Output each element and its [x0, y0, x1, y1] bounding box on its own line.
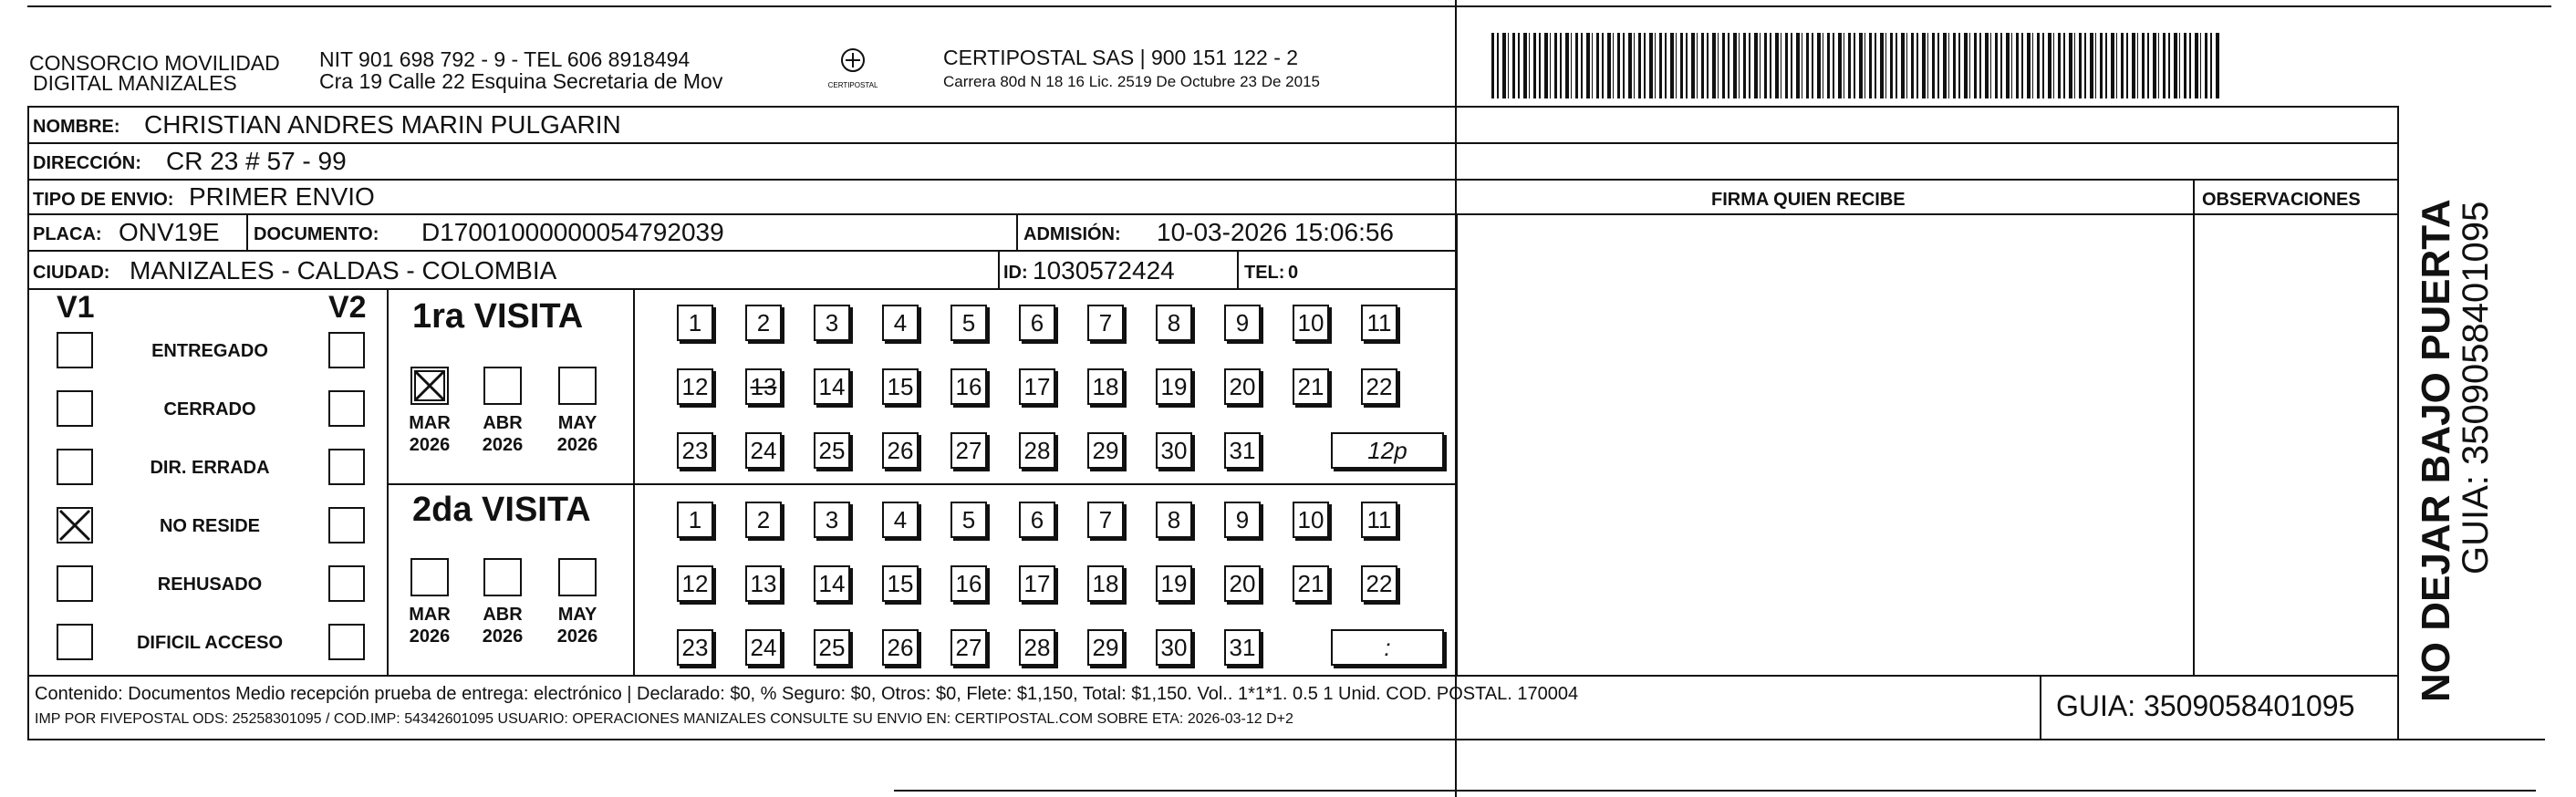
visit2-day-box[interactable]: 16 [950, 565, 987, 602]
visit1-day-box[interactable]: 24 [745, 432, 782, 469]
v2-checkbox[interactable] [328, 449, 365, 485]
visit1-day-box[interactable]: 3 [814, 305, 850, 341]
company-name: CONSORCIO MOVILIDAD [29, 51, 280, 75]
visit1-day-box[interactable]: 10 [1293, 305, 1329, 341]
status-label: NO RESIDE [159, 516, 261, 536]
row-direccion [29, 144, 2397, 181]
visit1-day-box[interactable]: 29 [1087, 432, 1124, 469]
sender-address: Cra 19 Calle 22 Esquina Secretaria de Mov [319, 69, 723, 93]
visit1-month-year: 2026 [556, 435, 598, 455]
visit2-day-box[interactable]: 8 [1156, 502, 1192, 538]
ciudad-value: MANIZALES - CALDAS - COLOMBIA [130, 256, 557, 285]
visit2-day-box[interactable]: 24 [745, 629, 782, 666]
nombre-label: NOMBRE: [33, 117, 120, 137]
row-placa [29, 215, 1456, 252]
barcode [1491, 33, 2221, 98]
visit1-title: 1ra VISITA [412, 297, 584, 336]
visit1-day-box[interactable]: 6 [1019, 305, 1055, 341]
status-label: DIFICIL ACCESO [136, 633, 283, 653]
tel-label: TEL: [1244, 263, 1285, 283]
top-rule [27, 5, 1455, 7]
firma-column-header [1456, 181, 2195, 215]
admision-label: ADMISIÓN: [1023, 224, 1121, 244]
visit1-day-box[interactable]: 4 [882, 305, 919, 341]
divider [998, 252, 1000, 288]
visit2-day-box[interactable]: 5 [950, 502, 987, 538]
direccion-label: DIRECCIÓN: [33, 153, 141, 173]
tipo-value: PRIMER ENVIO [189, 182, 375, 211]
footer-rule [29, 675, 2397, 677]
no-dejar-warning: NO DEJAR BAJO PUERTA [2414, 199, 2458, 702]
ciudad-label: CIUDAD: [33, 263, 110, 283]
visit1-day-box[interactable]: 1 [677, 305, 713, 341]
visit2-day-box[interactable]: 21 [1293, 565, 1329, 602]
observaciones-label: OBSERVACIONES [2202, 190, 2361, 210]
documento-label: DOCUMENTO: [254, 224, 379, 244]
v1-checkbox[interactable] [57, 507, 93, 543]
visit2-title: 2da VISITA [412, 491, 591, 529]
row-nombre [29, 108, 2397, 144]
v1-checkbox[interactable] [57, 390, 93, 427]
certipostal-logo [826, 42, 880, 97]
visit2-day-box[interactable]: 4 [882, 502, 919, 538]
visit1-month-year: 2026 [482, 435, 524, 455]
firma-label: FIRMA QUIEN RECIBE [1711, 190, 1906, 210]
visit1-day-box[interactable]: 25 [814, 432, 850, 469]
footer-contents: Contenido: Documentos Medio recepción prueba de entrega: electrónico | Declarado: $0, % Seguro: $0, Otros: $0, Flete: $1,150, Total: $1,150. Vol.. 1*1*1. 0.5 1 Unid. COD. POSTAL. 170004 [35, 684, 1579, 704]
firma-divider [1456, 215, 1458, 675]
visit1-day-box[interactable]: 26 [882, 432, 919, 469]
visit2-day-box[interactable]: 23 [677, 629, 713, 666]
visit1-day-box[interactable]: 5 [950, 305, 987, 341]
visit1-day-box[interactable]: 14 [814, 368, 850, 405]
visit1-day-box[interactable]: 27 [950, 432, 987, 469]
visit1-day-box[interactable]: 7 [1087, 305, 1124, 341]
side-guia: GUIA: 3509058401095 [2456, 201, 2496, 574]
visit1-day-box[interactable]: 11 [1361, 305, 1397, 341]
documento-value: D17001000000054792039 [421, 218, 724, 246]
visit1-day-box[interactable]: 8 [1156, 305, 1192, 341]
visit1-day-box[interactable]: 17 [1019, 368, 1055, 405]
footer-divider [2040, 677, 2041, 739]
v1-header: V1 [57, 290, 95, 325]
visit2-day-box[interactable]: 6 [1019, 502, 1055, 538]
visit1-day-box[interactable]: 19 [1156, 368, 1192, 405]
visit2-month-label: ABR [483, 605, 523, 625]
id-value: 1030572424 [1033, 256, 1175, 285]
visit2-day-box[interactable]: 30 [1156, 629, 1192, 666]
visit1-day-box[interactable]: 22 [1361, 368, 1397, 405]
visit2-day-box[interactable]: 11 [1361, 502, 1397, 538]
visit2-day-box[interactable]: 15 [882, 565, 919, 602]
visit2-time-box[interactable]: : [1331, 629, 1444, 666]
courier-name: CERTIPOSTAL SAS | 900 151 122 - 2 [943, 46, 1299, 69]
visit2-day-box[interactable]: 31 [1224, 629, 1261, 666]
v1-checkbox[interactable] [57, 624, 93, 660]
visit1-day-box[interactable]: 15 [882, 368, 919, 405]
obs-divider [2193, 215, 2195, 675]
visit1-day-box[interactable]: 23 [677, 432, 713, 469]
visit1-day-box[interactable]: 30 [1156, 432, 1192, 469]
visit2-day-box[interactable]: 25 [814, 629, 850, 666]
visit1-day-box[interactable]: 12 [677, 368, 713, 405]
visit2-month-box[interactable] [558, 558, 597, 596]
visit1-day-box[interactable]: 31 [1224, 432, 1261, 469]
visit2-day-box[interactable]: 9 [1224, 502, 1261, 538]
v2-checkbox[interactable] [328, 624, 365, 660]
visit2-day-box[interactable]: 14 [814, 565, 850, 602]
visit2-day-box[interactable]: 2 [745, 502, 782, 538]
nombre-value: CHRISTIAN ANDRES MARIN PULGARIN [144, 110, 621, 139]
visit2-day-box[interactable]: 7 [1087, 502, 1124, 538]
svg-text:CERTIPOSTAL: CERTIPOSTAL [827, 81, 878, 89]
visit2-month-label: MAR [409, 605, 451, 625]
visit1-day-box[interactable]: 20 [1224, 368, 1261, 405]
courier-address: Carrera 80d N 18 16 Lic. 2519 De Octubre 23 De 2015 [943, 73, 1320, 90]
visit1-month-box[interactable] [410, 367, 449, 405]
visit1-month-box[interactable] [483, 367, 522, 405]
top-rule-right [1457, 5, 2551, 7]
visit2-day-box[interactable]: 3 [814, 502, 850, 538]
visit1-month-box[interactable] [558, 367, 597, 405]
v2-header: V2 [328, 290, 367, 325]
visit1-day-box[interactable]: 18 [1087, 368, 1124, 405]
visit2-month-box[interactable] [410, 558, 449, 596]
row-ciudad [29, 252, 1456, 290]
visit2-month-year: 2026 [482, 626, 524, 647]
visit1-day-box[interactable]: 13 [745, 368, 782, 405]
visit1-time-box[interactable]: 12p [1331, 432, 1444, 469]
visit2-day-box[interactable]: 27 [950, 629, 987, 666]
footer-print-info: IMP POR FIVEPOSTAL ODS: 25258301095 / COD.IMP: 54342601095 USUARIO: OPERACIONES MANIZALES CONSULTE SU ENVIO EN: CERTIPOSTAL.COM SOBRE ETA: 2026-03-12 D+2 [35, 711, 1293, 727]
v2-checkbox[interactable] [328, 390, 365, 427]
v1-checkbox[interactable] [57, 565, 93, 602]
tipo-label: TIPO DE ENVIO: [33, 190, 174, 210]
visit2-day-box[interactable]: 12 [677, 565, 713, 602]
visit2-day-box[interactable]: 26 [882, 629, 919, 666]
visit2-month-year: 2026 [409, 626, 451, 647]
visit2-month-box[interactable] [483, 558, 522, 596]
visit1-day-box[interactable]: 16 [950, 368, 987, 405]
placa-label: PLACA: [33, 224, 102, 244]
visit2-day-box[interactable]: 10 [1293, 502, 1329, 538]
visit2-day-box[interactable]: 13 [745, 565, 782, 602]
divider [1237, 252, 1239, 288]
visit-divider [633, 290, 635, 675]
id-label: ID: [1003, 263, 1028, 283]
visit2-day-box[interactable]: 29 [1087, 629, 1124, 666]
status-label: DIR. ERRADA [150, 458, 270, 478]
visit2-month-year: 2026 [556, 626, 598, 647]
v1-checkbox[interactable] [57, 332, 93, 368]
visit1-day-box[interactable]: 28 [1019, 432, 1055, 469]
divider [1016, 215, 1018, 250]
visit1-month-label: MAY [557, 413, 597, 433]
visit1-day-box[interactable]: 21 [1293, 368, 1329, 405]
footer-guia: GUIA: 3509058401095 [2056, 689, 2355, 722]
cut-rule [894, 790, 2536, 792]
company-name-line2: DIGITAL MANIZALES [33, 71, 237, 95]
admision-value: 10-03-2026 15:06:56 [1157, 218, 1394, 246]
tel-value: 0 [1288, 263, 1299, 283]
v1-checkbox[interactable] [57, 449, 93, 485]
v2-checkbox[interactable] [328, 565, 365, 602]
visit2-month-label: MAY [557, 605, 597, 625]
visit1-month-label: MAR [409, 413, 451, 433]
visit2-day-box[interactable]: 17 [1019, 565, 1055, 602]
visit2-day-box[interactable]: 20 [1224, 565, 1261, 602]
direccion-value: CR 23 # 57 - 99 [166, 147, 347, 175]
visit1-month-label: ABR [483, 413, 523, 433]
visit1-day-box[interactable]: 9 [1224, 305, 1261, 341]
status-label: ENTREGADO [151, 341, 268, 361]
divider [246, 215, 248, 250]
visit2-day-box[interactable]: 1 [677, 502, 713, 538]
v2-checkbox[interactable] [328, 507, 365, 543]
placa-value: ONV19E [119, 218, 220, 246]
visit2-day-box[interactable]: 28 [1019, 629, 1055, 666]
visit2-day-box[interactable]: 22 [1361, 565, 1397, 602]
visit1-month-year: 2026 [409, 435, 451, 455]
nit-text: NIT 901 698 792 - 9 - TEL 606 8918494 [319, 47, 691, 71]
visit2-day-box[interactable]: 18 [1087, 565, 1124, 602]
observaciones-header [2193, 181, 2397, 215]
status-label: CERRADO [163, 399, 256, 419]
status-label: REHUSADO [157, 574, 263, 595]
visit2-day-box[interactable]: 19 [1156, 565, 1192, 602]
v2-checkbox[interactable] [328, 332, 365, 368]
visit1-day-box[interactable]: 2 [745, 305, 782, 341]
